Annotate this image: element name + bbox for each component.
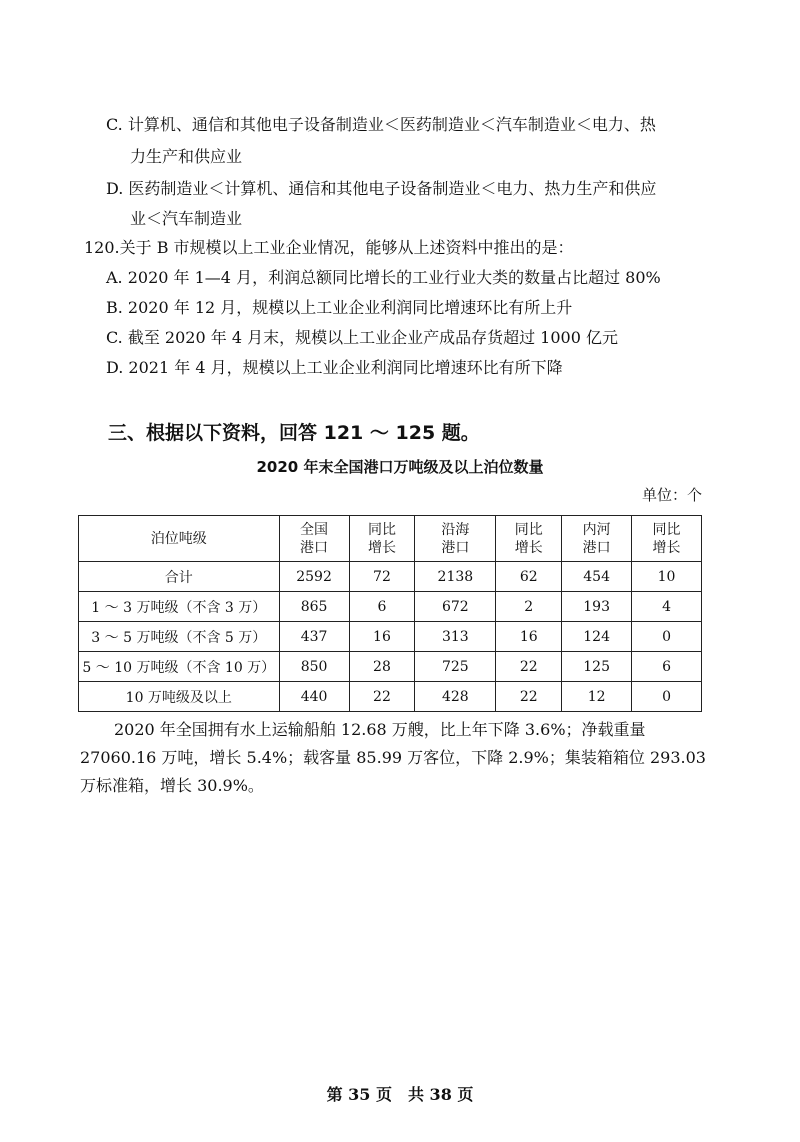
question-120-stem: 120.关于 B 市规模以上工业企业情况，能够从上述资料中推出的是： <box>84 238 574 257</box>
table-header-row <box>79 516 702 562</box>
table-row <box>79 682 702 712</box>
table-row <box>79 592 702 622</box>
cell-national-yoy: 22 <box>349 682 415 712</box>
table-row <box>79 622 702 652</box>
option-d-line2: 业＜汽车制造业 <box>130 209 243 228</box>
cell-coastal-yoy: 22 <box>496 682 562 712</box>
page-number: 第 35 页 共 38 页 <box>326 1085 474 1104</box>
cell-national: 850 <box>279 652 349 682</box>
option-c-line2: 力生产和供应业 <box>130 147 243 166</box>
cell-coastal: 2138 <box>415 562 496 592</box>
cell-inland-yoy: 0 <box>632 622 702 652</box>
header-national: 全国 港口 <box>279 516 349 562</box>
cell-inland-yoy: 10 <box>632 562 702 592</box>
header-national-yoy: 同比 增长 <box>349 516 415 562</box>
cell-coastal-yoy: 16 <box>496 622 562 652</box>
cell-national: 865 <box>279 592 349 622</box>
cell-inland: 454 <box>562 562 632 592</box>
paragraph-line3: 万标准箱，增长 30.9%。 <box>80 776 264 795</box>
question-120-option-b: B. 2020 年 12 月，规模以上工业企业利润同比增速环比有所上升 <box>106 298 573 317</box>
cell-inland: 125 <box>562 652 632 682</box>
option-d-line1: D. 医药制造业＜计算机、通信和其他电子设备制造业＜电力、热力生产和供应 <box>106 179 657 198</box>
cell-national-yoy: 6 <box>349 592 415 622</box>
table-unit: 单位：个 <box>641 486 702 504</box>
cell-coastal-yoy: 22 <box>496 652 562 682</box>
cell-label: 5 ～ 10 万吨级（不含 10 万） <box>79 652 280 682</box>
cell-coastal: 428 <box>415 682 496 712</box>
cell-inland: 193 <box>562 592 632 622</box>
data-paragraph <box>80 716 720 800</box>
option-c-line1: C. 计算机、通信和其他电子设备制造业＜医药制造业＜汽车制造业＜电力、热 <box>106 115 656 134</box>
header-coastal-yoy: 同比 增长 <box>496 516 562 562</box>
question-120-option-c: C. 截至 2020 年 4 月末，规模以上工业企业产成品存货超过 1000 亿元 <box>106 328 618 347</box>
cell-inland-yoy: 6 <box>632 652 702 682</box>
cell-label: 合计 <box>79 562 280 592</box>
table-title: 2020 年末全国港口万吨级及以上泊位数量 <box>256 458 544 476</box>
cell-label: 3 ～ 5 万吨级（不含 5 万） <box>79 622 280 652</box>
cell-inland: 12 <box>562 682 632 712</box>
cell-national-yoy: 16 <box>349 622 415 652</box>
table-row <box>79 562 702 592</box>
cell-inland-yoy: 4 <box>632 592 702 622</box>
cell-coastal-yoy: 62 <box>496 562 562 592</box>
cell-label: 1 ～ 3 万吨级（不含 3 万） <box>79 592 280 622</box>
cell-coastal: 725 <box>415 652 496 682</box>
table-row <box>79 652 702 682</box>
paragraph-line2: 27060.16 万吨，增长 5.4%；载客量 85.99 万客位，下降 2.9%；集装箱箱位 293.03 <box>80 748 706 767</box>
cell-coastal: 313 <box>415 622 496 652</box>
header-berth-class: 泊位吨级 <box>79 516 280 562</box>
cell-national-yoy: 72 <box>349 562 415 592</box>
cell-inland: 124 <box>562 622 632 652</box>
cell-coastal: 672 <box>415 592 496 622</box>
cell-national: 437 <box>279 622 349 652</box>
cell-inland-yoy: 0 <box>632 682 702 712</box>
section-heading: 三、根据以下资料，回答 121 ～ 125 题。 <box>108 422 480 444</box>
cell-coastal-yoy: 2 <box>496 592 562 622</box>
header-inland: 内河 港口 <box>562 516 632 562</box>
cell-label: 10 万吨级及以上 <box>79 682 280 712</box>
header-inland-yoy: 同比 增长 <box>632 516 702 562</box>
berth-table <box>78 515 702 712</box>
question-120-option-d: D. 2021 年 4 月，规模以上工业企业利润同比增速环比有所下降 <box>106 358 563 377</box>
cell-national: 440 <box>279 682 349 712</box>
cell-national: 2592 <box>279 562 349 592</box>
cell-national-yoy: 28 <box>349 652 415 682</box>
question-120-option-a: A. 2020 年 1—4 月，利润总额同比增长的工业行业大类的数量占比超过 80% <box>106 268 661 287</box>
header-coastal: 沿海 港口 <box>415 516 496 562</box>
paragraph-line1: 2020 年全国拥有水上运输船舶 12.68 万艘，比上年下降 3.6%；净载重量 <box>114 720 646 739</box>
